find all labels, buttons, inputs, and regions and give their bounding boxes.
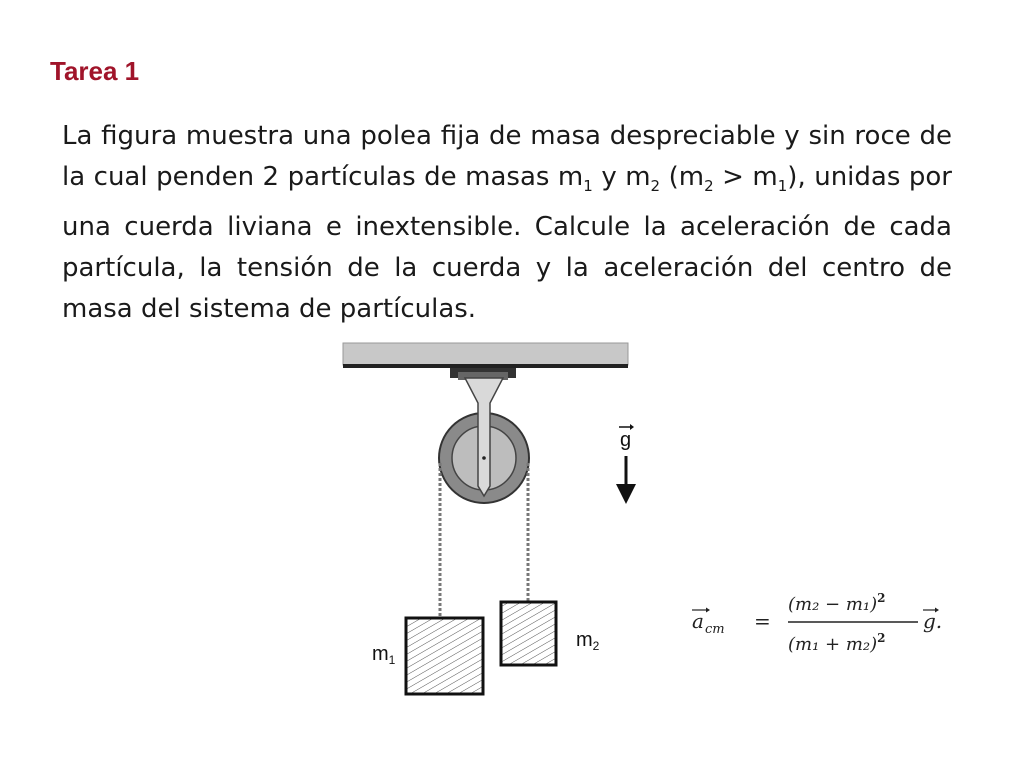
statement-text: y m [592, 162, 651, 192]
problem-statement [62, 116, 952, 330]
mass-1-label [372, 643, 396, 667]
center-of-mass-formula [690, 588, 950, 660]
mass-1-letter: m [372, 643, 389, 665]
pulley-axle [482, 456, 486, 460]
lhs-vector-symbol: a [692, 609, 704, 633]
pulley-diagram [330, 338, 660, 708]
mass-2-block [501, 602, 556, 665]
ceiling [343, 343, 628, 365]
mass-2-label [576, 629, 600, 653]
numerator-exponent: 2 [877, 591, 886, 605]
mass-1-subscript: 1 [388, 653, 396, 667]
statement-text: La figura muestra una polea fija de masa despreciable y sin roce de la cual penden 2 partículas de masas m [62, 121, 952, 192]
ceiling-edge [343, 364, 628, 368]
mass-2-letter: m [576, 629, 593, 651]
gravity-arrow-head [616, 484, 636, 504]
subscript: 2 [650, 177, 661, 196]
pulley-figure [330, 338, 660, 708]
gravity-label: g [620, 429, 632, 451]
denominator [788, 631, 886, 655]
lhs-vector-arrow-head [706, 608, 710, 613]
numerator-expression: (m₂ − m₁) [788, 594, 878, 615]
denominator-expression: (m₁ + m₂) [788, 634, 878, 655]
subscript: 2 [704, 177, 714, 196]
mass-2-subscript: 2 [592, 639, 600, 653]
numerator [788, 591, 886, 615]
denominator-exponent: 2 [877, 631, 886, 645]
statement-text: > m [713, 162, 778, 192]
rhs-vector-symbol: g. [923, 609, 943, 633]
subscript: 1 [583, 177, 593, 196]
statement-text: ), unidas por una cuerda liviana e inextensible. Calcule la aceleración de cada partícula, la tensión de la cuerda y la aceleración del centro de masa del sistema de partículas. [62, 162, 952, 325]
formula-svg [690, 588, 950, 660]
slide-title: Tarea 1 [50, 56, 140, 86]
statement-text: (m [660, 162, 705, 192]
lhs-subscript: cm [705, 622, 725, 637]
mass-1-block [406, 618, 483, 694]
subscript: 1 [777, 177, 788, 196]
equals-sign: = [754, 609, 771, 633]
